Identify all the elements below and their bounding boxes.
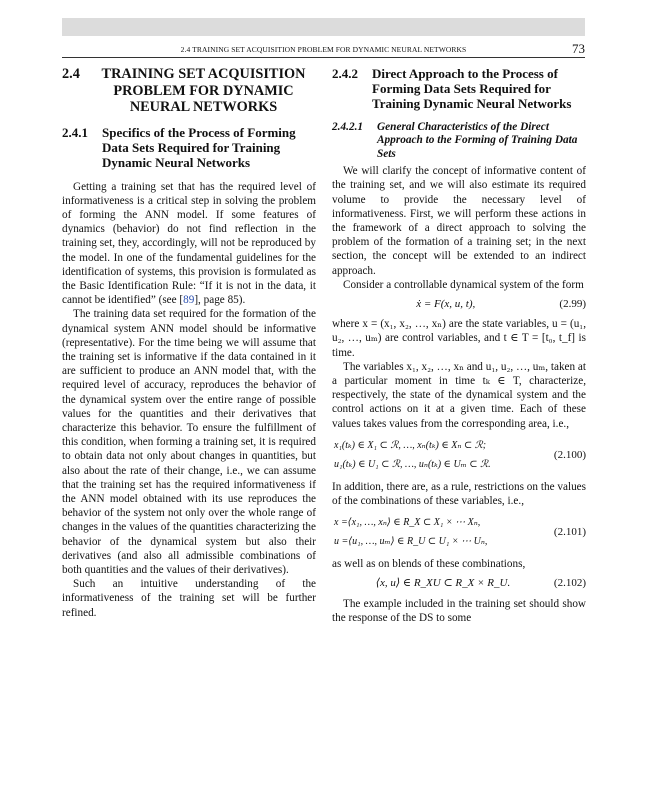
paragraph-restrictions: In addition, there are, as a rule, restrictions on the values of the combinations of these variables, i.e.,: [332, 480, 586, 508]
paragraph-text-before-ref: Getting a training set that has the required level of informativeness is a critical step in solving the problem of forming the ANN model. If some features of dynamics (behavior) do not find reflection in the training set, they, accordingly, will not be reproduced by the model. In one of the fundamental guidelines for the identification of systems, this provision is formulated as the Basic Identification Rule: “If it is not in the data, it cannot be identified” (see [: [62, 180, 316, 307]
subsubsection-number: 2.4.2.1: [332, 121, 364, 133]
equation-line: u₁(tₖ) ∈ U₁ ⊂ ℛ, …, uₙ(tₖ) ∈ Uₘ ⊂ ℛ.: [334, 458, 491, 470]
equation-2-99: [332, 297, 586, 311]
paragraph-intuitive-understanding: Such an intuitive understanding of the informativeness of the training set will be further refined.: [62, 578, 316, 619]
equation-line: x₁(tₖ) ∈ X₁ ⊂ ℛ, …, xₙ(tₖ) ∈ Xₙ ⊂ ℛ;: [334, 439, 487, 451]
paragraph-informative-content: We will clarify the concept of informative content of the training set, and we will also estimate its required volume to provide the necessary level of informativeness. First, we will perform these actions in the framework of a direct approach to solving the problem of the formation of a training set; in the next section, the concept will be extended to an indirect approach.: [332, 165, 586, 277]
paragraph-identification-rule: [62, 180, 316, 308]
subsection-number: 2.4.2: [332, 66, 358, 81]
equation-body: [332, 513, 554, 551]
left-column: [62, 66, 316, 620]
equation-2-101: [332, 513, 586, 551]
top-gray-bar: [62, 18, 585, 36]
subsubsection-heading-2-4-2-1: [332, 121, 586, 161]
subsection-title: Specifics of the Process of Forming Data Sets Required for Training Dynamic Neural Networks: [102, 124, 296, 170]
subsection-heading-2-4-2: [332, 66, 586, 111]
section-heading: [62, 66, 316, 116]
paragraph-text-after-ref: ], page 85).: [194, 294, 246, 307]
equation-number: (2.101): [553, 526, 586, 539]
page-number: 73: [572, 41, 585, 56]
equation-body: ⟨x, u⟩ ∈ R_XU ⊂ R_X × R_U.: [375, 577, 511, 590]
equation-body: ẋ = F(x, u, t),: [416, 298, 476, 311]
subsection-title: Direct Approach to the Process of Forming Data Sets Required for Training Dynamic Neural Networks: [372, 66, 572, 111]
section-number: 2.4: [62, 66, 80, 82]
equation-number: (2.99): [559, 298, 586, 311]
header-rule: [62, 57, 585, 58]
paragraph-example-included: The example included in the training set should show the response of the DS to some: [332, 597, 586, 624]
subsubsection-title: General Characteristics of the Direct Approach to the Forming of Training Data Sets: [377, 121, 578, 160]
running-head-title: 2.4 TRAINING SET ACQUISITION PROBLEM FOR DYNAMIC NEURAL NETWORKS: [180, 45, 467, 54]
citation-link[interactable]: 89: [183, 294, 195, 307]
paragraph-blends: as well as on blends of these combinations,: [332, 558, 526, 571]
running-head: [62, 42, 585, 56]
equation-2-102: [332, 576, 586, 590]
equation-2-100: [332, 436, 586, 474]
equation-number: (2.100): [553, 448, 586, 461]
subsection-number: 2.4.1: [62, 124, 88, 140]
equation-number: (2.102): [553, 577, 586, 590]
subsection-heading-2-4-1: [62, 125, 316, 170]
right-column: [332, 66, 586, 625]
paragraph-where-variables: where x = (x₁, x₂, …, xₙ) are the state variables, u = (u₁, u₂, …, uₘ) are control variables, and t ∈ T = [t₀, t_f] is time.: [332, 318, 586, 359]
section-title: TRAINING SET ACQUISITION PROBLEM FOR DYNAMIC NEURAL NETWORKS: [101, 66, 306, 115]
paragraph-consider-system: Consider a controllable dynamical system of the form: [343, 278, 584, 291]
paragraph-informative-training-set: The training data set required for the formation of the dynamical system ANN model should be informative (representative). For the time being we will assume that the training set is informative if the data contained in it are sufficient to produce an ANN model that, with the required level of accuracy, reproduces the behavior of the dynamical system over the entire range of possible values for the quantities and their derivatives that characterize this behavior. To ensure the fulfillment of this condition, when forming a training set, it is required to obtain data not only about changes in quantities, but also about the rate of their change, i.e., we can assume that the training set has the required informativeness if the ANN model obtained with its use reproduces the behavior of the system not only over the whole range of changes in the values of the quantities characterizing the behavior of the dynamical system but also their derivatives (and also all admissible combinations of both quantities and the values of their derivatives).: [62, 308, 316, 576]
equation-line: u =⟨u₁, …, uₘ⟩ ∈ R_U ⊂ U₁ × ⋯ Uₙ,: [334, 536, 488, 548]
equation-body: [332, 436, 554, 474]
equation-line: x =⟨x₁, …, xₙ⟩ ∈ R_X ⊂ X₁ × ⋯ Xₙ,: [334, 517, 481, 529]
paragraph-variables-characterize: The variables x₁, x₂, …, xₙ and u₁, u₂, …, uₘ, taken at a particular moment in time tₖ ∈ T, characterize, respectively, the state of the dynamical system and the control actions on it at a given time. Each of these values takes values from the corresponding area, i.e.,: [332, 360, 586, 430]
